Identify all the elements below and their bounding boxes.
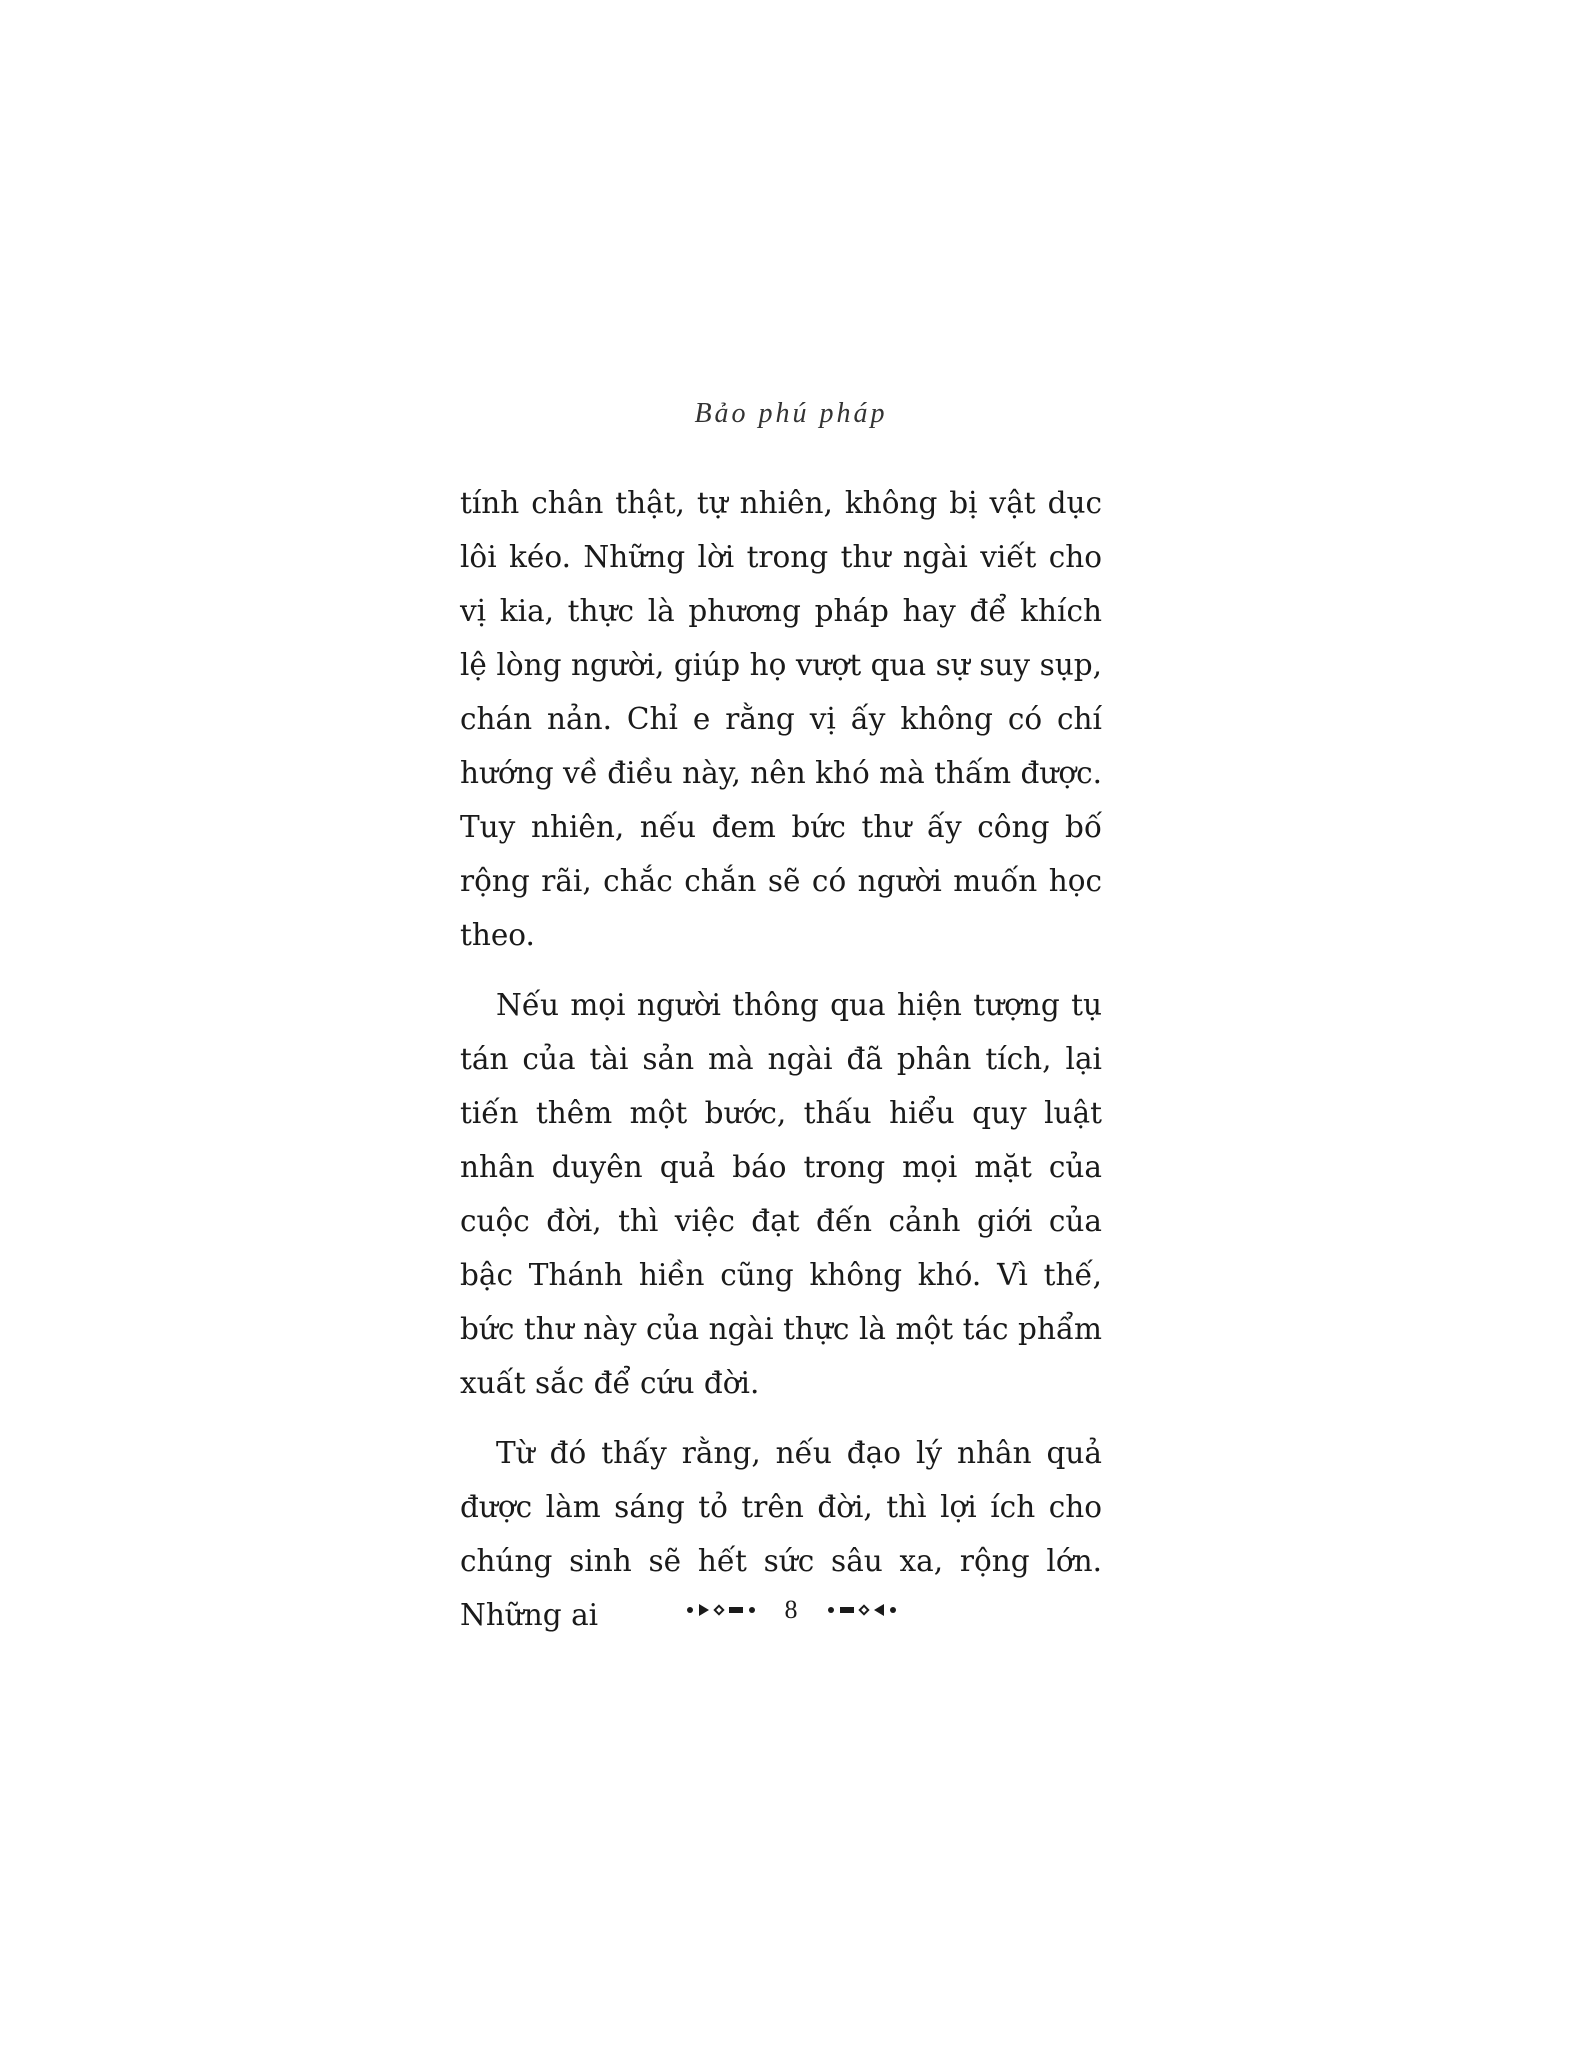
left-ornament-icon	[687, 1604, 755, 1616]
page-number: 8	[784, 1595, 798, 1624]
paragraph-1: tính chân thật, tự nhiên, không bị vật dục lôi kéo. Những lời trong thư ngài viết cho vị kia, thực là phương pháp hay để khích lệ lòng người, giúp họ vượt qua sự suy sụp, chán nản. Chỉ e rằng vị ấy không có chí hướng về điều này, nên khó mà thấm được. Tuy nhiên, nếu đem bức thư ấy công bố rộng rãi, chắc chắn sẽ có người muốn học theo.	[460, 486, 1102, 952]
body-text	[460, 476, 1102, 1658]
right-ornament-icon	[828, 1604, 896, 1616]
paragraph-3: Từ đó thấy rằng, nếu đạo lý nhân quả được làm sáng tỏ trên đời, thì lợi ích cho chúng sinh sẽ hết sức sâu xa, rộng lớn. Những ai	[460, 1436, 1102, 1632]
page-footer	[0, 1595, 1582, 1625]
running-header: Bảo phú pháp	[694, 398, 888, 429]
paragraph-2: Nếu mọi người thông qua hiện tượng tụ tán của tài sản mà ngài đã phân tích, lại tiến thêm một bước, thấu hiểu quy luật nhân duyên quả báo trong mọi mặt của cuộc đời, thì việc đạt đến cảnh giới của bậc Thánh hiền cũng không khó. Vì thế, bức thư này của ngài thực là một tác phẩm xuất sắc để cứu đời.	[460, 988, 1102, 1400]
